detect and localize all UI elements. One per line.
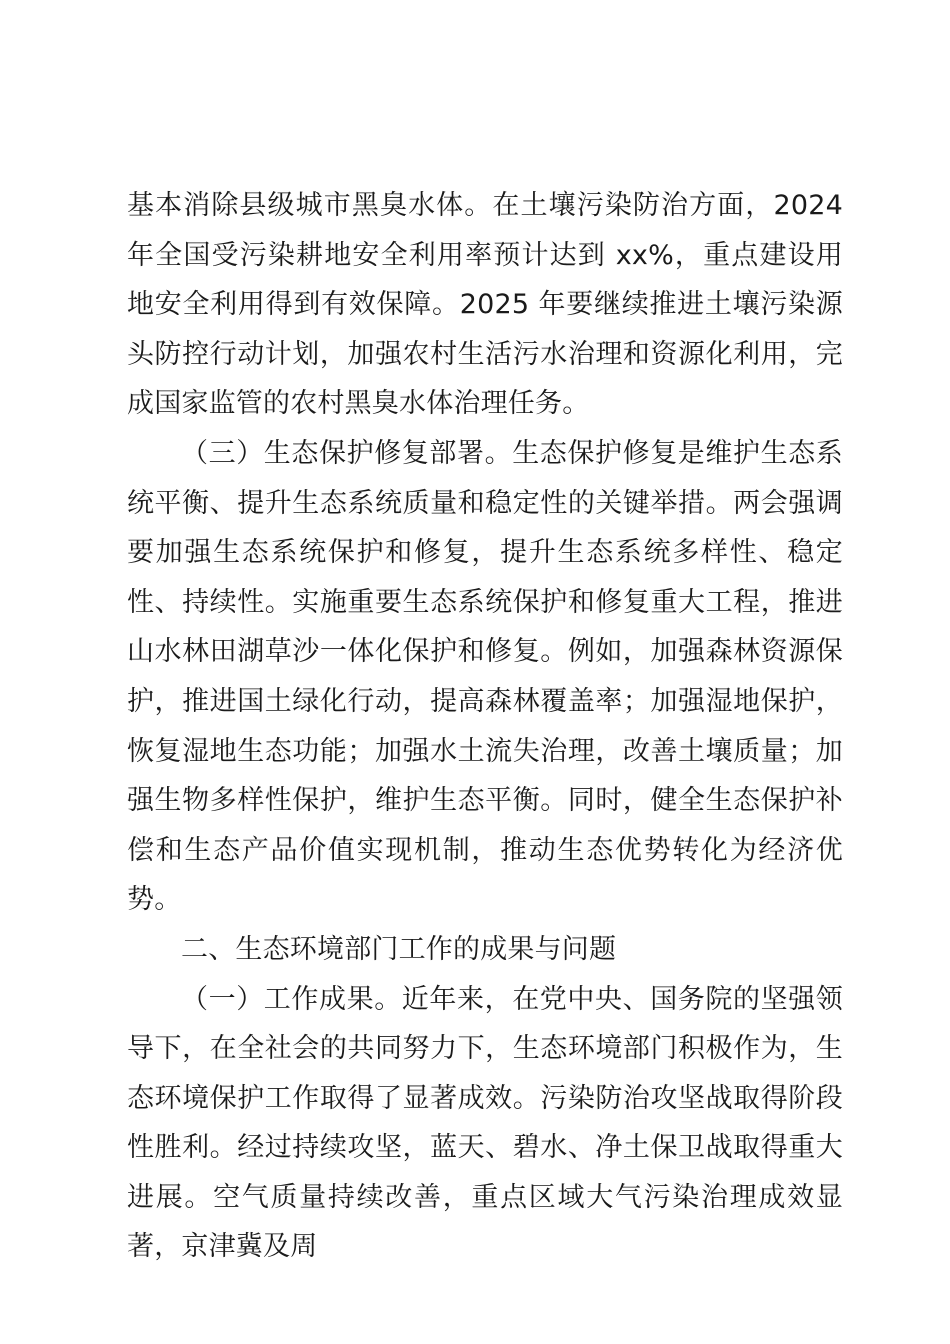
paragraph-work-achievements: （一）工作成果。近年来，在党中央、国务院的坚强领导下，在全社会的共同努力下，生态环境部门积极作为，生态环境保护工作取得了显著成效。污染防治攻坚战取得阶段性胜利。经过持续攻坚，蓝天、碧水、净土保卫战取得重大进展。空气质量持续改善，重点区域大气污染治理成效显著，京津冀及周 bbox=[127, 983, 843, 1263]
paragraph-ecological-restoration: （三）生态保护修复部署。生态保护修复是维护生态系统平衡、提升生态系统质量和稳定性的关键举措。两会强调要加强生态系统保护和修复，提升生态系统多样性、稳定性、持续性。实施重要生态系统保护和修复重大工程，推进山水林田湖草沙一体化保护和修复。例如，加强森林资源保护，推进国土绿化行动，提高森林覆盖率；加强湿地保护，恢复湿地生态功能；加强水土流失治理，改善土壤质量；加强生物多样性保护，维护生态平衡。同时，健全生态保护补偿和生态产品价值实现机制，推动生态优势转化为经济优势。 bbox=[127, 437, 843, 916]
paragraph-continuation: 基本消除县级城市黑臭水体。在土壤污染防治方面，2024 年全国受污染耕地安全利用率预计达到 xx%，重点建设用地安全利用得到有效保障。2025 年要继续推进土壤污染源头防控行动计划，加强农村生活污水治理和资源化利用，完成国家监管的农村黑臭水体治理任务。 bbox=[127, 190, 843, 420]
document-body bbox=[127, 181, 843, 1272]
section-heading: 二、生态环境部门工作的成果与问题 bbox=[181, 933, 617, 965]
